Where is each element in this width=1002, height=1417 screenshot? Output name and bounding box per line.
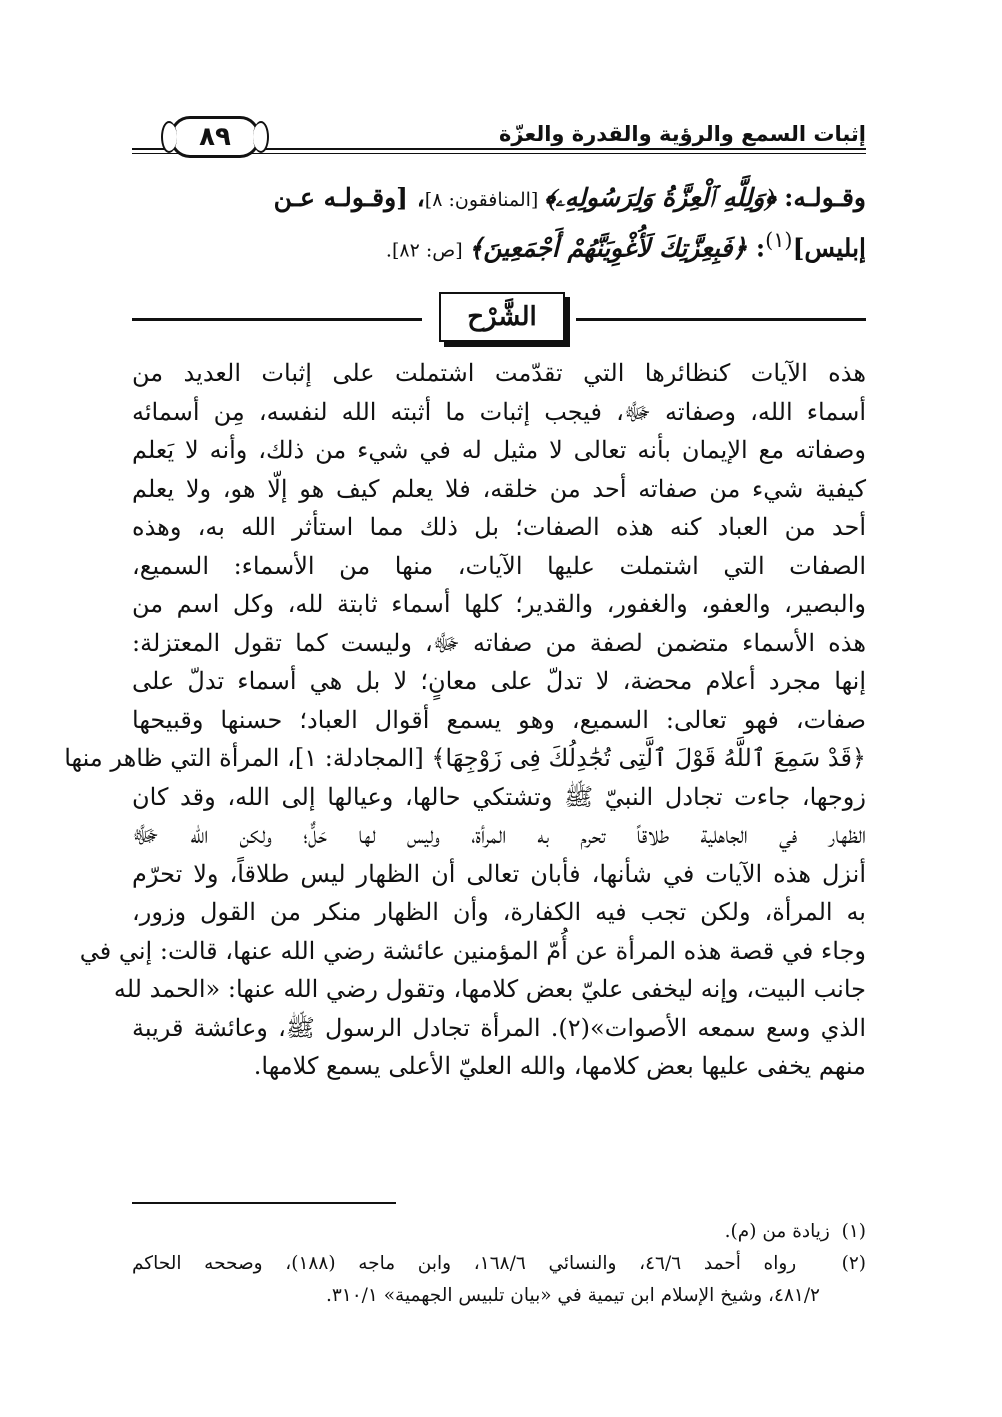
body-line: أنزل هذه الآيات في شأنها، فأبان تعالى أن الظهار ليس طلاقاً، ولا تحرّم [132, 859, 866, 888]
quote-line [132, 220, 866, 270]
body-line: أسماء الله، وصفاته ﷻ، فيجب إثبات ما أثبته الله لنفسه، مِن أسمائه [132, 397, 866, 426]
body-line: الظهار في الجاهلية طلاقاً تحرم به المرأة، وليس لها حَلٌّ؛ ولكن الله ﷻ [132, 821, 866, 849]
quote-colon: : [747, 233, 766, 263]
book-page [64, 112, 867, 1402]
body-line: وصفاته مع الإيمان بأنه تعالى لا مثيل له في شيء من ذلك، وأنه لا يَعلم [132, 436, 866, 464]
quran-verse: ﴿وَلِلَّهِ ٱلْعِزَّةُ وَلِرَسُولِهِۦ﴾ [544, 183, 776, 212]
footnote-text: رواه أحمد ٤٦/٦، والنسائي ١٦٨/٦، وابن ماجه (١٨٨)، وصححه الحاكم [132, 1253, 797, 1274]
body-line: هذه الآيات كنظائرها التي تقدّمت اشتملت على إثبات العديد من [132, 359, 866, 387]
footnote-rule [132, 1202, 396, 1204]
divider-rule [132, 318, 422, 321]
body-line: كيفية شيء من صفاته أحد من خلقه، فلا يعلم كيف هو إلّا هو، ولا يعلم [132, 474, 866, 503]
quote-lead: وقـولـه: [775, 183, 866, 212]
verse-reference: [ص: ٨٢]. [385, 239, 469, 262]
footnote [132, 1248, 866, 1280]
running-title: إثبات السمع والرؤية والقدرة والعزّة [499, 122, 866, 146]
body-line: الصفات التي اشتملت عليها الآيات، منها من الأسماء: السميع، [132, 551, 866, 580]
body-line: إنها مجرد أعلام محضة، لا تدلّ على معانٍ؛ لا بل هي أسماء تدلّ على [132, 667, 866, 695]
body-line: جانب البيت، وإنه ليخفى عليّ بعض كلامها، وتقول رضي الله عنها: «الحمد لله [113, 975, 866, 1003]
body-line: منهم يخفى عليها بعض كلامها، والله العليّ الأعلى يسمع كلامها. [253, 1052, 866, 1080]
body-line: الذي وسع سمعه الأصوات»(٢). المرأة تجادل الرسول ﷺ، وعائشة قريبة [132, 1013, 866, 1042]
page-number: ٨٩ [170, 116, 260, 158]
body-line: أحد من العباد كنه هذه الصفات؛ بل ذلك مما استأثر الله به، وهذه [132, 513, 866, 541]
section-divider [132, 292, 866, 342]
page-header [132, 112, 866, 158]
body-line: زوجها، جاءت تجادل النبيّ ﷺ وتشتكي حالها، وعيالها إلى الله، وقد كان [132, 782, 866, 811]
body-text [64, 354, 866, 1086]
quoted-text [132, 178, 866, 270]
quote-lead: إبليس] [792, 233, 866, 263]
footnote-number: (٢) [841, 1253, 867, 1274]
footnote-continuation: ٤٨١/٢، وشيخ الإسلام ابن تيمية في «بيان تلبيس الجهمية» ٣١٠/١. [325, 1285, 820, 1306]
body-line: والبصير، والعفو، والغفور، والقدير؛ كلها أسماء ثابتة لله، وكل اسم من [132, 590, 866, 618]
footnote-number: (١) [841, 1221, 866, 1242]
verse-reference: [المنافقون: ٨] [424, 189, 545, 211]
quote-tail: ، [وقـولـه عـن [273, 183, 425, 212]
footnotes [132, 1216, 866, 1312]
footnote [132, 1216, 866, 1248]
section-title: الشَّرْح [439, 292, 565, 342]
body-line: صفات، فهو تعالى: السميع، وهو يسمع أقوال العباد؛ حسنها وقبيحها [132, 705, 866, 734]
body-line: ﴿قَدْ سَمِعَ ٱللَّهُ قَوْلَ ٱلَّتِى تُجَٰدِلُكَ فِى زَوْجِهَا﴾ [المجادلة: ١]، المرأة التي ظاهر منها [64, 744, 866, 772]
body-line: هذه الأسماء متضمن لصفة من صفاته ﷻ، وليست كما تقول المعتزلة: [132, 628, 866, 657]
footnote-marker: (١) [765, 228, 793, 252]
divider-rule [576, 318, 866, 321]
quran-verse: ﴿فَبِعِزَّتِكَ لَأُغْوِيَنَّهُمْ أَجْمَعِينَ﴾ [468, 233, 748, 263]
quote-line [132, 178, 866, 220]
footnote-text: زيادة من (م). [724, 1221, 830, 1242]
body-line: به المرأة، ولكن تجب فيه الكفارة، وأن الظهار منكر من القول وزور، [132, 898, 866, 926]
body-line: وجاء في قصة هذه المرأة عن أُمّ المؤمنين عائشة رضي الله عنها، قالت: إني في [79, 936, 866, 965]
